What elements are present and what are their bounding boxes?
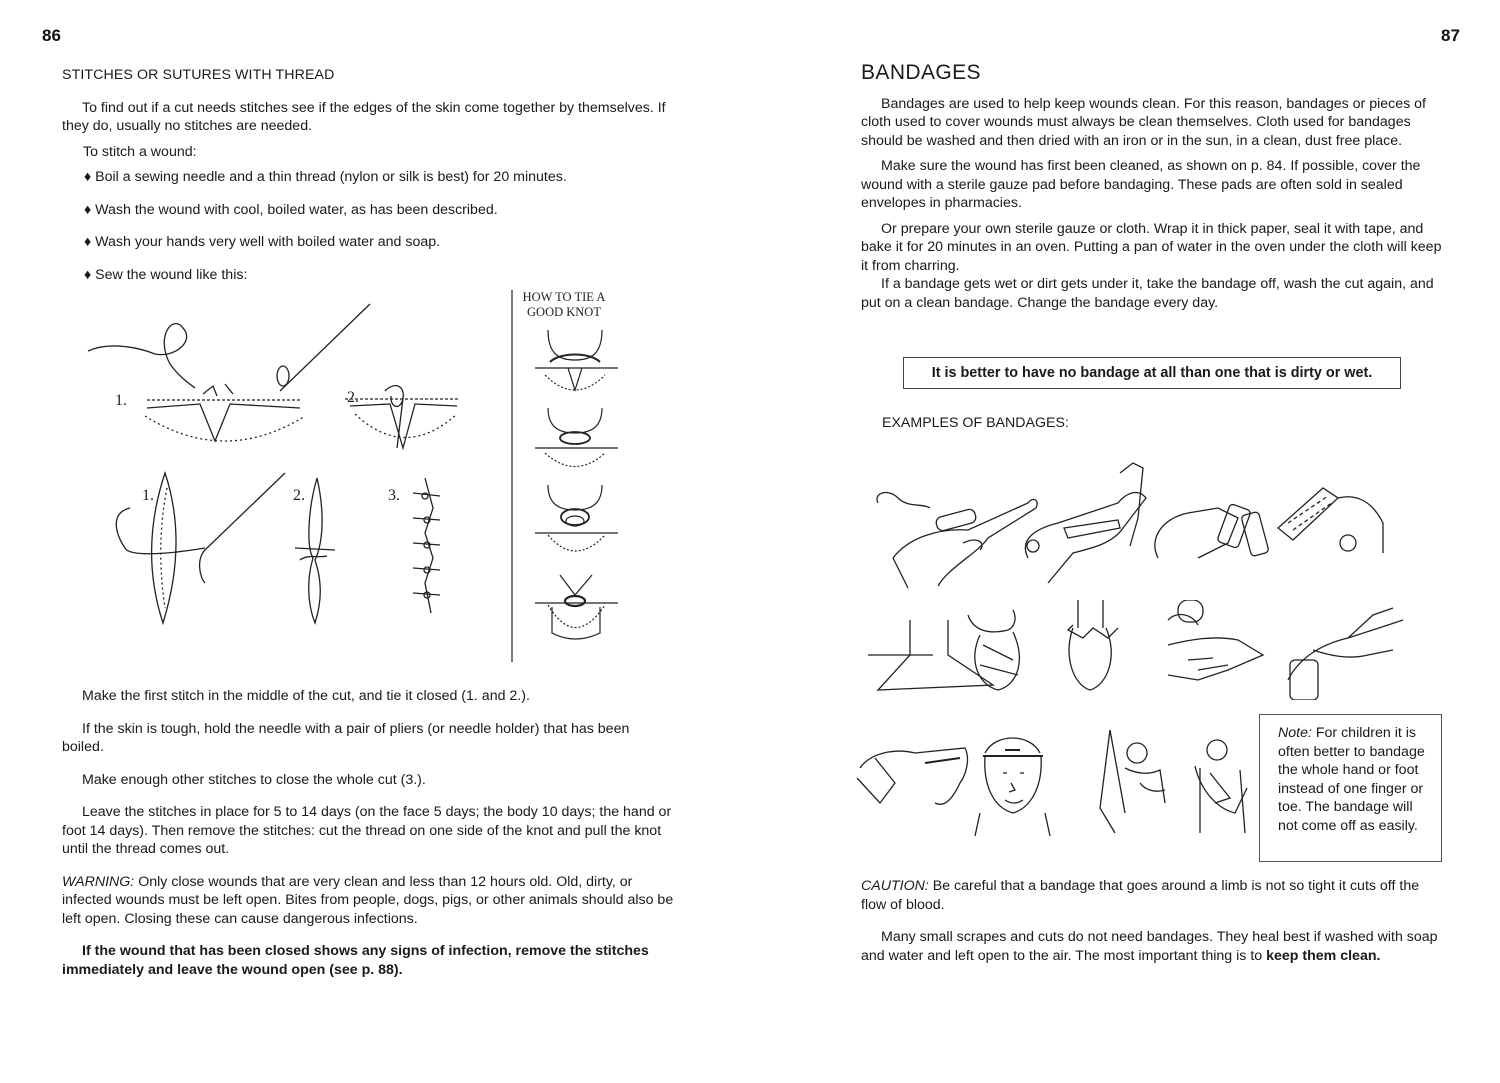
first-stitch-para: Make the first stitch in the middle of the cut, and tie it closed (1. and 2.). <box>82 688 530 704</box>
warning-text: Only close wounds that are very clean and less than 12 hours old. Old, dirty, or infected wounds must be left open. Bites from people, dogs, pigs, or other animals should also be left open. Closing these can cause dangerous infections. <box>62 873 674 927</box>
small-scrapes-para <box>861 928 1446 965</box>
right-page-text <box>861 61 1446 312</box>
keep-clean-bold: keep them clean. <box>1266 947 1381 964</box>
examples-heading: EXAMPLES OF BANDAGES: <box>882 415 1069 431</box>
bandage-illustration-finger <box>868 458 1398 593</box>
bullet-wash-hands: ♦ Wash your hands very well with boiled water and soap. <box>84 234 441 250</box>
knot-title: HOW TO TIE A GOOD KNOT <box>522 290 606 319</box>
stitches-intro: To find out if a cut needs stitches see if the edges of the skin come together by themselves. If they do, usually no stitches are needed. <box>62 99 666 134</box>
fig-label-3-bottom: 3. <box>388 487 400 504</box>
right-page-lower-text <box>861 877 1446 965</box>
tough-skin-para: If the skin is tough, hold the needle with a pair of pliers (or needle holder) that has been boiled. <box>62 720 630 755</box>
bandages-para-2: Make sure the wound has first been cleaned, as shown on p. 84. If possible, cover the wound with a sterile gauze pad before bandaging. These pads are often sold in sealed envelopes in pharmacies. <box>861 158 1421 211</box>
left-page-text <box>62 66 674 284</box>
caution-label: CAUTION: <box>861 878 929 894</box>
infection-warning-bold: If the wound that has been closed shows any signs of infection, remove the stitches immediately and leave the wound open (see p. 88). <box>62 943 649 978</box>
bullet-boil-needle: ♦ Boil a sewing needle and a thin thread (nylon or silk is best) for 20 minutes. <box>84 169 567 185</box>
fig-label-1-bottom: 1. <box>142 487 154 504</box>
fig-label-2-top: 2. <box>347 389 359 406</box>
bandages-para-4: If a bandage gets wet or dirt gets under it, take the bandage off, wash the cut again, and put on a clean bandage. Change the bandage every day. <box>861 276 1434 311</box>
note-text: For children it is often better to bandage the whole hand or foot instead of one finger or toe. The bandage will not come off as easily. <box>1278 725 1425 834</box>
small-scrapes-text: Many small scrapes and cuts do not need bandages. They heal best if washed with soap and water and left open to the air. The most important thing is to <box>861 929 1438 964</box>
caution-para <box>861 877 1446 914</box>
leave-stitches-para: Leave the stitches in place for 5 to 14 days (on the face 5 days; the body 10 days; the hand or foot 14 days). Then remove the stitches: cut the thread on one side of the knot and pull the knot until the thread comes out. <box>62 804 672 857</box>
stitches-title: STITCHES OR SUTURES WITH THREAD <box>62 67 335 83</box>
callout-text: It is better to have no bandage at all than one that is dirty or wet. <box>931 365 1373 381</box>
left-page-lower-text <box>62 687 674 979</box>
warning-para <box>62 873 674 929</box>
callout-box <box>903 357 1401 389</box>
knot-diagrams <box>530 330 622 650</box>
bandage-illustration-foot-hand <box>868 600 1408 700</box>
fig-label-1-top: 1. <box>115 392 127 409</box>
caution-text: Be careful that a bandage that goes around a limb is not so tight it cuts off the flow of blood. <box>861 878 1420 913</box>
page-number-left: 86 <box>42 26 61 45</box>
bullet-sew-wound: ♦ Sew the wound like this: <box>84 266 248 283</box>
fig-label-2-bottom: 2. <box>293 487 305 504</box>
enough-stitches-para: Make enough other stitches to close the whole cut (3.). <box>82 771 426 788</box>
bandages-title: BANDAGES <box>861 61 981 84</box>
bandages-para-1: Bandages are used to help keep wounds clean. For this reason, bandages or pieces of cloth used to cover wounds must always be clean themselves. Cloth used for bandages should be washed and then dried with an iron or in the sun, in a clean, dust free place. <box>861 95 1426 149</box>
note-box <box>1259 714 1442 862</box>
bullet-wash-wound: ♦ Wash the wound with cool, boiled water, as has been described. <box>84 201 498 218</box>
bandages-para-3: Or prepare your own sterile gauze or cloth. Wrap it in thick paper, seal it with tape, and bake it for 20 minutes in an oven. Putting a pan of water in the oven under the cloth will keep it from charring. <box>861 220 1442 274</box>
bandage-illustration-head-arm <box>855 728 1250 838</box>
to-stitch-label: To stitch a wound: <box>83 143 197 160</box>
note-label: Note: <box>1278 725 1312 741</box>
stitch-illustration-top <box>85 296 485 466</box>
page-number-right: 87 <box>1441 26 1460 45</box>
knot-divider-line <box>511 290 515 662</box>
warning-label: WARNING: <box>62 873 135 890</box>
